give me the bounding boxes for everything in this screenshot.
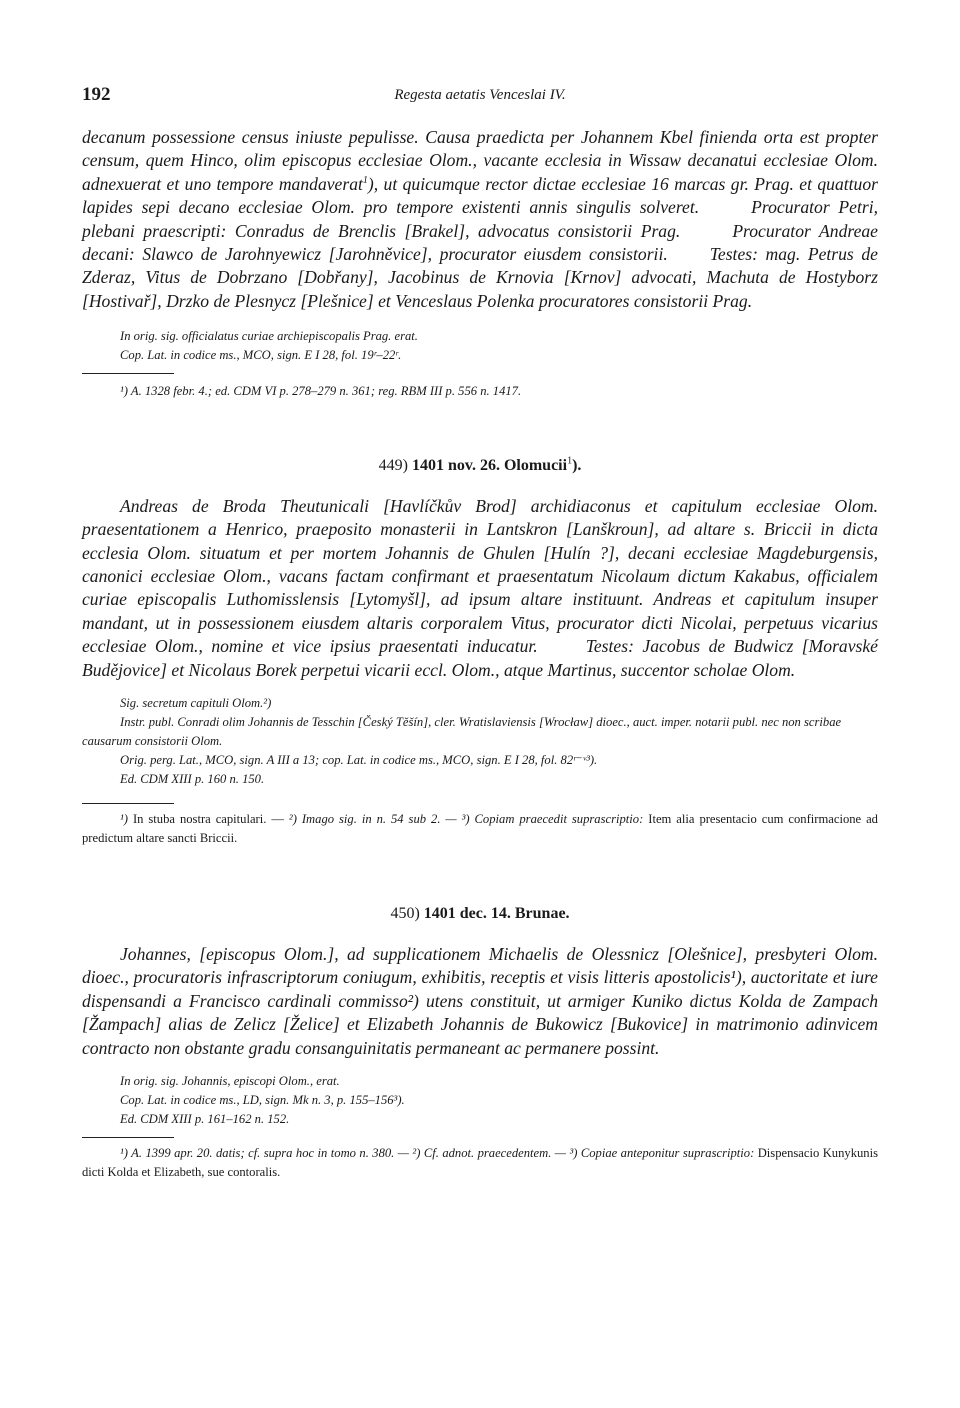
- footnote-rule: [82, 803, 174, 804]
- footnote: [120, 382, 878, 401]
- entry-date: 1401 nov. 26. Olomucii: [411, 456, 568, 474]
- entry-text: Johannes, [episcopus Olom.], ad supplicationem Michaelis de Olessnicz [Olešnice], presbyteri Olom. dioec., procuratoris infrascriptorum coniugum, exhibitis, receptis et visis litteris apostolicis¹), auctoritate et iure dispensandi a Francisco cardinali commisso²) utens constituit, ut armiger Kuniko dictus Kolda de Zampach [Žampach] alias de Zelicz [Želice] et Elizabeth Johannis de Bukowicz [Bukovice] in matrimonio adinvicem contracto non obstante gradu consanguinitatis permaneant ac permanere possint.: [82, 944, 878, 1058]
- running-title: Regesta aetatis Venceslai IV.: [394, 87, 566, 103]
- footnote-rule: [82, 373, 174, 374]
- source-note: Sig. secretum capituli Olom.²): [120, 696, 272, 710]
- entry-number: 450): [390, 905, 420, 922]
- prev-entry-testes: Testes: mag. Petrus de Zderaz, Vitus de Dobrzano [Dobřany], Jacobinus de Krnovia [Krnov] advocati, Machuta de Hostyborz [Hostivař], Drzko de Plesnycz [Plešnice] et Venceslaus Polenka procuratores consistorii Prag.: [82, 244, 878, 311]
- source-note: In orig. sig. Johannis, episcopi Olom., erat.: [120, 1074, 340, 1089]
- prev-entry-procurator-2: Procurator Andreae decani: Slawco de Jarohnyewicz [Jarohněvice], procurator eiusdem consistorii.: [82, 220, 878, 265]
- footnote-text: ¹) A. 1399 apr. 20. datis; cf. supra hoc in tomo n. 380. — ²) Cf. adnot. praecedentem. — ³) Copiae anteponitur suprascriptio:: [120, 1146, 755, 1161]
- footnote-text: In stuba nostra capitulari. —: [132, 812, 289, 826]
- footnote-ref: 1: [362, 174, 368, 186]
- entry-heading: [82, 905, 878, 923]
- footnote: [82, 810, 878, 847]
- entry-paragraph: [82, 495, 878, 682]
- footnote-text: ²) Imago sig. in n. 54 sub 2. — ³) Copiam praecedit suprascriptio:: [288, 812, 644, 826]
- source-note: Ed. CDM XIII p. 161–162 n. 152.: [120, 1112, 290, 1127]
- entry-date-close: ).: [572, 456, 582, 474]
- footnote-rule: [82, 1137, 174, 1138]
- footnote-quote: Dispensacio Kunykunis dicti Kolda et Elizabeth, sue contoralis.: [82, 1146, 878, 1179]
- prev-entry-text-1: decanum possessione census iniuste pepulisse. Causa praedicta per Johannem Kbel finienda orta est propter censum, quem Hinco, olim episcopus ecclesiae Olom., vacante ecclesia in Wissaw decanatui ecclesiae Olom. adnexuerat et uno tempore mandaverat: [82, 127, 878, 194]
- source-note: Instr. publ. Conradi olim Johannis de Tesschin [Český Těšín], cler. Wratislaviensis [Wrocław] dioec., auct. imper. notarii publ. nec non scribae causarum consistorii Olom.: [82, 715, 842, 748]
- running-head: [82, 84, 878, 114]
- entry-notes: [82, 694, 878, 789]
- page-number: 192: [82, 84, 111, 105]
- source-note: Orig. perg. Lat., MCO, sign. A III a 13; cop. Lat. in codice ms., MCO, sign. E I 28, fol. 82ʳ⁻ᵛ³).: [120, 753, 598, 767]
- footnote-text: ¹) A. 1328 febr. 4.; ed. CDM VI p. 278–279 n. 361; reg. RBM III p. 556 n. 1417.: [120, 384, 522, 399]
- source-note: Ed. CDM XIII p. 160 n. 150.: [120, 772, 265, 786]
- prev-entry-notes: [82, 327, 878, 365]
- entry-text: Andreas de Broda Theutunicali [Havlíčkův Brod] archidiaconus et capitulum ecclesiae Olom. praesentationem a Henrico, praeposito monasterii in Lantskron [Lanškroun], ad altare s. Briccii in dicta ecclesia Olom. situatum et per mortem Johannis de Ghulen [Hulín ?], decani ecclesiae Magdeburgensis, canonici ecclesiae Olom., vacans factam confirmant et praesentatum Nicolaum dictum Kakabus, officialem curiae episcopalis Luthomisslensis [Lytomyšl], ad ipsum altare instituunt. Andreas et capitulum insuper mandant, ut in possessionem eiusdem altaris corporalem Vitus, procurator dicti Nicolai, perpetuus vicarius ecclesiae Olom., nomine et vice ipsius praesentati inducatur.: [82, 495, 878, 657]
- footnote-quote: Item alia presentacio cum confirmacione ad predictum altare sancti Briccii.: [82, 812, 878, 845]
- footnote-ref: 1: [567, 455, 573, 467]
- entry-heading: [82, 457, 878, 475]
- source-note: Cop. Lat. in codice ms., MCO, sign. E I 28, fol. 19ʳ–22ʳ.: [120, 348, 402, 363]
- footnote-mark: ¹): [120, 812, 133, 826]
- entry-notes: [82, 1072, 878, 1129]
- document-page: [82, 84, 878, 1181]
- prev-entry-text-2: ), ut quicumque rector dictae ecclesiae 16 marcas gr. Prag. et quattuor lapides sepi decano ecclesiae Olom. pro tempore existenti annis singulis solveret.: [82, 173, 878, 218]
- prev-entry-paragraph: [82, 126, 878, 313]
- entry-date: 1401 dec. 14. Brunae.: [423, 905, 570, 922]
- prev-entry-procurator-1: Procurator Petri, plebani praescripti: Conradus de Brenclis [Brakel], advocatus consistorii Prag.: [82, 197, 879, 241]
- entry-testes: Testes: Jacobus de Budwicz [Moravské Budějovice] et Nicolaus Borek perpetui vicarii eccl. Olom., atque Martinus, succentor scholae Olom.: [82, 636, 878, 680]
- entry-number: 449): [378, 456, 408, 474]
- source-note: In orig. sig. officialatus curiae archiepiscopalis Prag. erat.: [120, 329, 418, 344]
- footnote: [82, 1144, 878, 1181]
- source-note: Cop. Lat. in codice ms., LD, sign. Mk n. 3, p. 155–156³).: [120, 1093, 405, 1108]
- entry-paragraph: [82, 943, 878, 1060]
